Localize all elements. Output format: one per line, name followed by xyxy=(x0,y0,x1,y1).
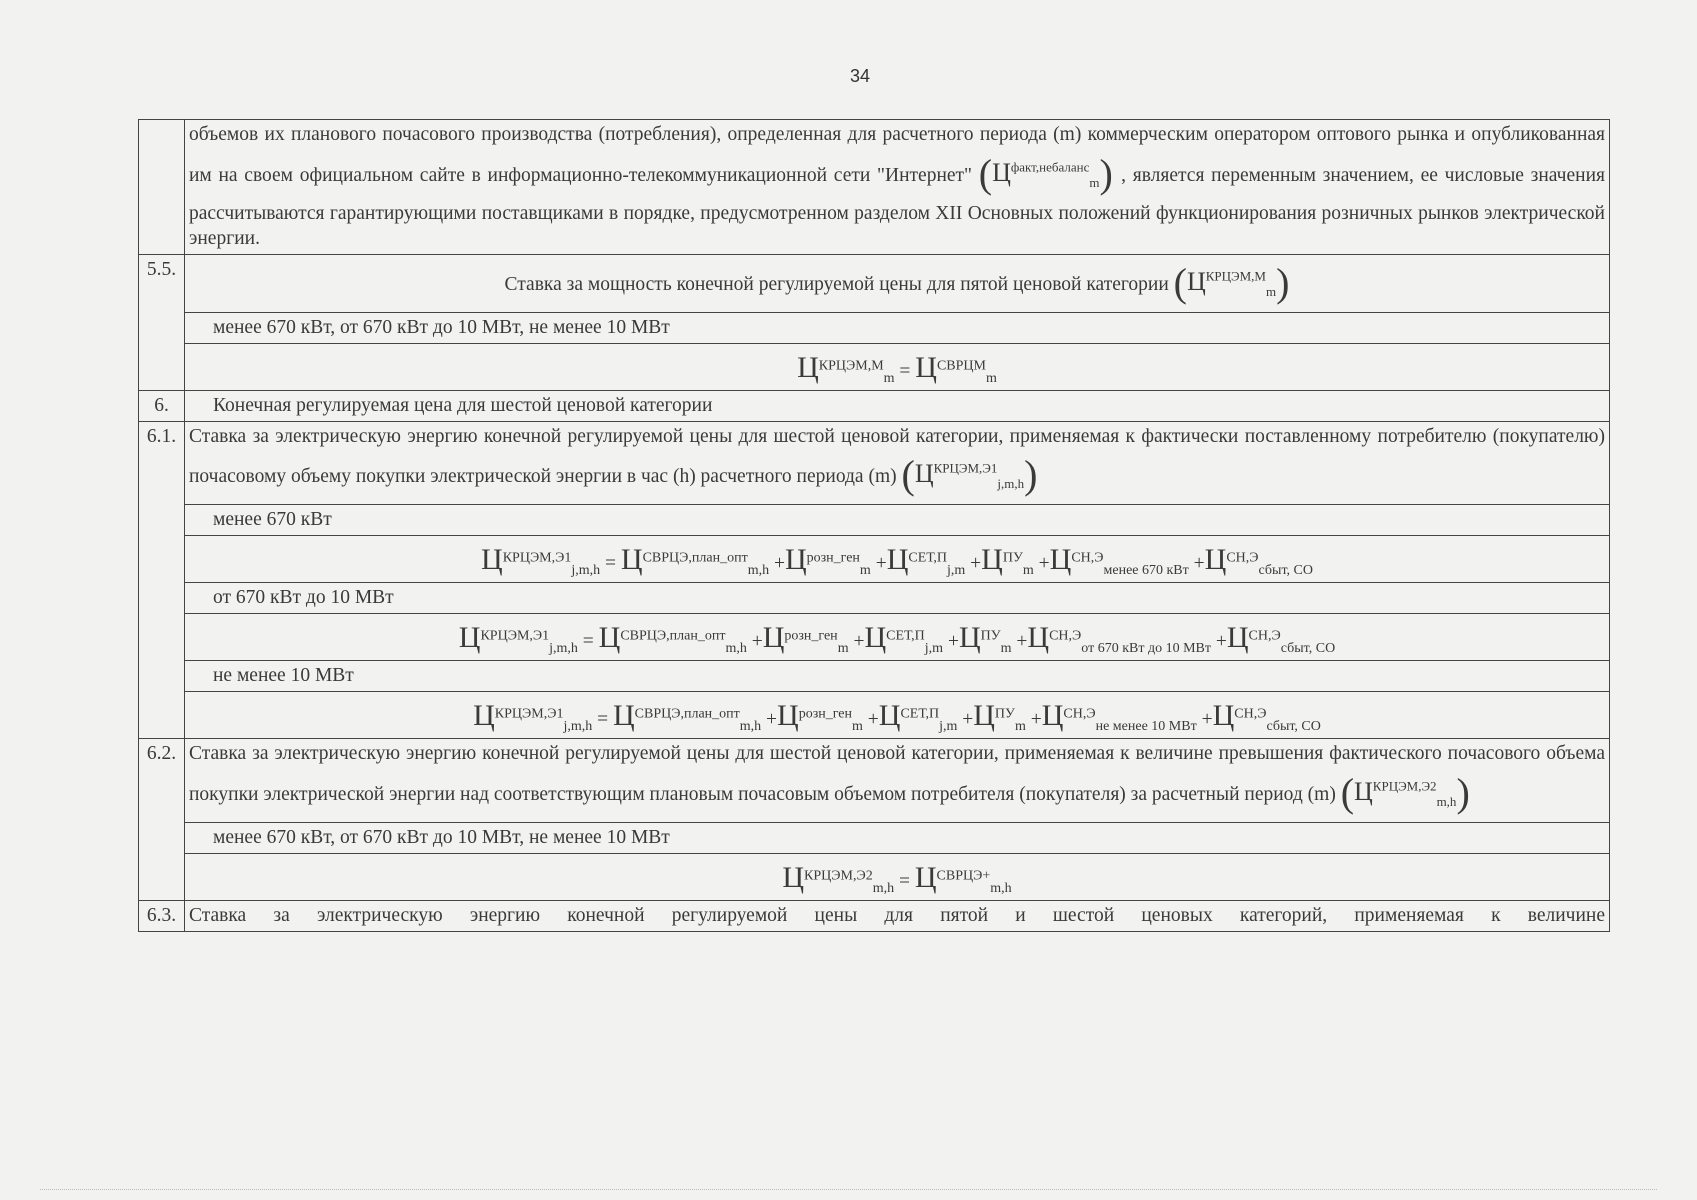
range-label: от 670 кВт до 10 МВт xyxy=(185,583,1610,614)
formula-sup: СН,Э xyxy=(1234,706,1267,722)
plus-sign: + xyxy=(962,709,974,731)
plus-sign: + xyxy=(875,552,887,574)
formula-sup: СВРЦЭ,план_опт xyxy=(620,628,726,644)
paragraph-text: Ставка за электрическую энергию конечной регулируемой цены для шестой ценовой категории, применяемая к фактически поставленному потребителю (покупателю) почасовому объему покупки электрической энергии в час (h) расчетного периода xyxy=(189,425,1605,488)
equals-sign: = xyxy=(582,630,594,652)
equals-sign: = xyxy=(605,552,617,574)
equals-sign: = xyxy=(899,360,911,382)
formula-sub: сбыт, СО xyxy=(1258,562,1313,578)
formula-sup: КРЦЭМ,Э1 xyxy=(480,628,550,644)
price-symbol: Ц xyxy=(973,699,995,733)
range-label: не менее 10 МВт xyxy=(185,661,1610,692)
paragraph-text: (m) xyxy=(868,466,897,488)
formula-sup: СВРЦЭ+ xyxy=(936,868,991,884)
formula-sup: СН,Э xyxy=(1248,628,1281,644)
price-symbol: Ц xyxy=(777,699,799,733)
price-symbol: Ц xyxy=(612,699,635,733)
table-row xyxy=(139,661,1610,692)
formula-sup: КРЦЭМ,Э1 xyxy=(502,550,572,566)
formula-sub: m xyxy=(852,718,863,734)
formula-sub: j,m xyxy=(924,640,944,656)
formula-sub: m xyxy=(837,640,849,656)
formula-sup: КРЦЭМ,М xyxy=(818,358,884,374)
formula-sub: j,m,h xyxy=(997,476,1025,492)
row-number-cell xyxy=(139,120,185,255)
formula-inline: $(Ц^{КРЦЭМ,Э1}_{j,m,h})$ xyxy=(901,452,1038,498)
paragraph-text: , является переменным значением, ее числовые значения рассчитываются гарантирующими поставщиками в порядке, предусмотренном разделом XII Основных положений функционирования розничных рынков электрической энергии. xyxy=(189,164,1605,250)
plus-sign: + xyxy=(867,709,879,731)
price-symbol: Ц xyxy=(797,350,819,384)
price-symbol: Ц xyxy=(481,542,503,576)
row-number-cell: 6. xyxy=(139,390,185,421)
price-symbol: Ц xyxy=(1049,542,1072,576)
table-row xyxy=(139,613,1610,660)
formula-cell xyxy=(185,613,1610,660)
formula-cell xyxy=(185,343,1610,390)
formula-cell xyxy=(185,535,1610,582)
plus-sign: + xyxy=(1193,552,1205,574)
table-row xyxy=(139,343,1610,390)
formula-cell xyxy=(185,853,1610,900)
paragraph-text: Ставка за электрическую энергию конечной регулируемой цены для шестой ценовой категории, применяемая к величине превышения фактического почасового объема покупки электрической энергии над соответствующим плановым почасовым объемом xyxy=(189,743,1605,806)
formula-cell xyxy=(185,692,1610,739)
formula-sub: j,m,h xyxy=(563,718,593,734)
formula-sup: СН,Э xyxy=(1049,628,1082,644)
price-symbol: Ц xyxy=(598,620,621,654)
formula-sup: КРЦЭМ,М xyxy=(1205,268,1266,284)
paragraph-text: потребителя (покупателя) за расчетный период (m) xyxy=(911,784,1336,806)
formula-sub: от 670 кВт до 10 МВт xyxy=(1081,640,1211,656)
price-symbol: Ц xyxy=(886,542,909,576)
formula-sub: m,h xyxy=(725,640,747,656)
price-symbol: Ц xyxy=(878,699,901,733)
table-row xyxy=(139,739,1610,823)
formula-sub: j,m,h xyxy=(549,640,578,656)
row-number-cell: 5.5. xyxy=(139,255,185,391)
price-symbol: Ц xyxy=(1041,699,1064,733)
equals-sign: = xyxy=(898,870,910,892)
table-row xyxy=(139,901,1610,932)
formula-sub: менее 670 кВт xyxy=(1103,562,1189,578)
formula-sup: розн_ген xyxy=(806,550,860,566)
price-symbol: Ц xyxy=(1212,699,1235,733)
price-symbol: Ц xyxy=(915,350,937,384)
formula-sub: m,h xyxy=(990,880,1012,896)
formula-sub: m xyxy=(1089,174,1100,190)
formula-sub: m,h xyxy=(872,880,895,896)
plus-sign: + xyxy=(947,630,959,652)
plus-sign: + xyxy=(1215,630,1227,652)
plus-sign: + xyxy=(766,709,778,731)
formula-sup: СН,Э xyxy=(1226,550,1259,566)
formula-sup: СЕТ,П xyxy=(900,706,940,722)
formula-sup: СВРЦМ xyxy=(936,358,986,374)
price-symbol: Ц xyxy=(1027,620,1050,654)
formula-sup: КРЦЭМ,Э1 xyxy=(494,706,564,722)
plus-sign: + xyxy=(970,552,982,574)
price-symbol: Ц xyxy=(473,699,495,733)
formula-sub: m,h xyxy=(747,562,770,578)
formula-sup: розн_ген xyxy=(798,706,852,722)
formula-sub: j,m xyxy=(947,562,966,578)
formula-sup: СН,Э xyxy=(1063,706,1096,722)
row-text-cell xyxy=(185,120,1610,255)
price-symbol: Ц xyxy=(620,542,643,576)
table-row xyxy=(139,312,1610,343)
formula-sup: СВРЦЭ,план_опт xyxy=(634,706,740,722)
price-symbol: Ц xyxy=(958,620,981,654)
price-symbol: Ц xyxy=(458,620,481,654)
price-symbol: Ц xyxy=(782,860,805,894)
price-symbol: Ц xyxy=(992,157,1011,187)
formula-sub: j,m xyxy=(939,718,958,734)
price-symbol: Ц xyxy=(914,459,934,489)
price-symbol: Ц xyxy=(1186,267,1206,296)
row-number-cell: 6.3. xyxy=(139,901,185,932)
section-title: Ставка за мощность конечной регулируемой цены для пятой ценовой категории xyxy=(504,274,1169,295)
table-row xyxy=(139,421,1610,505)
tariff-table xyxy=(138,119,1610,932)
formula-sub: m xyxy=(1000,640,1012,656)
section-title-cell xyxy=(185,255,1610,313)
scan-noise-line xyxy=(40,1189,1657,1192)
formula-sub: сбыт, СО xyxy=(1266,718,1321,734)
row-number-cell: 6.1. xyxy=(139,421,185,739)
plus-sign: + xyxy=(853,630,865,652)
price-symbol: Ц xyxy=(1354,777,1373,807)
table-row xyxy=(139,822,1610,853)
plus-sign: + xyxy=(1030,709,1042,731)
formula-sup: КРЦЭМ,Э2 xyxy=(1372,778,1437,794)
price-symbol: Ц xyxy=(864,620,887,654)
formula-sub: не менее 10 МВт xyxy=(1095,718,1197,734)
table-row xyxy=(139,583,1610,614)
plus-sign: + xyxy=(1016,630,1028,652)
price-symbol: Ц xyxy=(762,620,785,654)
plus-sign: + xyxy=(1201,709,1213,731)
table-row xyxy=(139,120,1610,255)
formula-sup: СН,Э xyxy=(1071,550,1104,566)
formula-sub: сбыт, СО xyxy=(1280,640,1336,656)
row-text-cell xyxy=(185,739,1610,823)
formula-sub: m xyxy=(986,370,997,386)
price-symbol: Ц xyxy=(1204,542,1227,576)
table-row xyxy=(139,255,1610,313)
price-symbol: Ц xyxy=(1226,620,1249,654)
row-text-cell: Ставка за электрическую энергию конечной регулируемой цены для пятой и шестой ценовых категорий, применяемая к величине xyxy=(185,901,1610,932)
range-label: менее 670 кВт, от 670 кВт до 10 МВт, не менее 10 МВт xyxy=(185,312,1610,343)
table-row xyxy=(139,390,1610,421)
formula-sup: розн_ген xyxy=(784,628,838,644)
price-symbol: Ц xyxy=(784,542,807,576)
price-symbol: Ц xyxy=(914,860,937,894)
equals-sign: = xyxy=(597,709,609,731)
formula-sup: ПУ xyxy=(980,628,1001,644)
formula-sub: m xyxy=(1266,284,1277,300)
formula-sup: КРЦЭМ,Э1 xyxy=(933,460,998,476)
formula-sup: ПУ xyxy=(1002,550,1023,566)
table-row xyxy=(139,853,1610,900)
formula-sub: m xyxy=(883,370,895,386)
section-title: Конечная регулируемая цена для шестой ценовой категории xyxy=(185,390,1610,421)
formula-sup: ПУ xyxy=(994,706,1015,722)
plus-sign: + xyxy=(1038,552,1050,574)
formula-sub: m,h xyxy=(739,718,762,734)
formula-sup: СВРЦЭ,план_опт xyxy=(642,550,748,566)
formula-sub: j,m,h xyxy=(571,562,601,578)
row-text-cell xyxy=(185,421,1610,505)
formula-sub: m xyxy=(859,562,871,578)
table-row xyxy=(139,535,1610,582)
plus-sign: + xyxy=(751,630,763,652)
range-label: менее 670 кВт, от 670 кВт до 10 МВт, не менее 10 МВт xyxy=(185,822,1610,853)
formula-sup: факт,небаланс xyxy=(1010,159,1090,175)
formula-inline: $(Ц^{факт,небаланс}_m)$ xyxy=(978,150,1113,196)
paragraph-text: объемов их планового почасового производства (потребления), определенная для расчетного периода (m) коммерческим оператором оптового рынка и опубликованная им на своем официальном сайте в информационно-телекоммуникационной сети "Интернет" xyxy=(189,124,1605,186)
page-number: 34 xyxy=(849,66,871,86)
formula-inline: $(Ц^{КРЦЭМ,Э2}_{m,h})$ xyxy=(1340,770,1470,816)
row-number-cell: 6.2. xyxy=(139,739,185,901)
formula-sub: m,h xyxy=(1436,794,1457,810)
formula-sup: СЕТ,П xyxy=(908,550,948,566)
table-row xyxy=(139,692,1610,739)
formula-sup: СЕТ,П xyxy=(886,628,925,644)
formula-inline: $(Ц^{КРЦЭМ,М}_m)$ xyxy=(1173,260,1290,305)
table-row xyxy=(139,505,1610,536)
range-label: менее 670 кВт xyxy=(185,505,1610,536)
formula-sup: КРЦЭМ,Э2 xyxy=(804,868,873,884)
plus-sign: + xyxy=(773,552,785,574)
formula-sub: m xyxy=(1022,562,1034,578)
formula-sub: m xyxy=(1014,718,1026,734)
price-symbol: Ц xyxy=(981,542,1003,576)
